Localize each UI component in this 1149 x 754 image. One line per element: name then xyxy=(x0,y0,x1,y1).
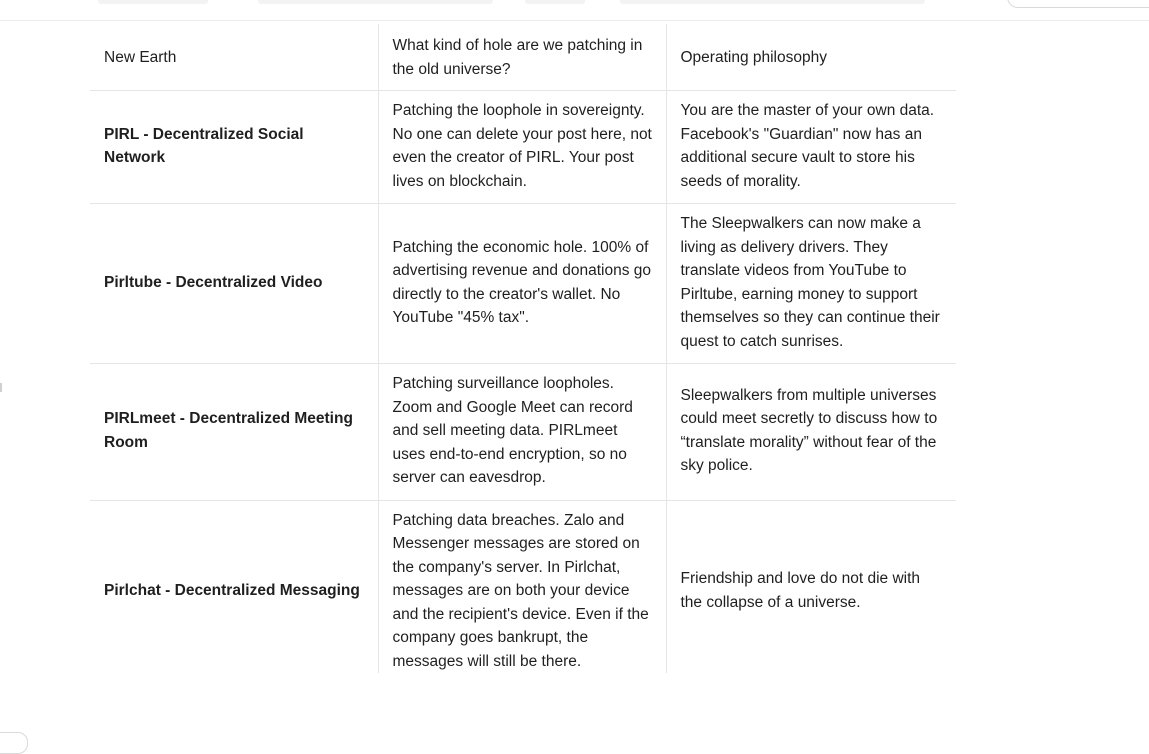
header-philosophy: Operating philosophy xyxy=(666,24,956,91)
toolbar-tab-placeholder[interactable] xyxy=(620,0,925,4)
corner-button[interactable] xyxy=(0,732,28,754)
row-hole: Patching the loophole in sovereignty. No one can delete your post here, not even the creator of PIRL. Your post lives on blockchain. xyxy=(378,91,666,204)
row-name: PIRLmeet - Decentralized Meeting Room xyxy=(90,364,378,501)
row-hole: Patching the economic hole. 100% of advertising revenue and donations go directly to the creator's wallet. No YouTube "45% tax". xyxy=(378,204,666,364)
table-row xyxy=(90,204,956,364)
table-row xyxy=(90,91,956,204)
header-hole: What kind of hole are we patching in the old universe? xyxy=(378,24,666,91)
new-earth-table xyxy=(90,24,956,673)
row-name: Pirlchat - Decentralized Messaging xyxy=(104,582,360,599)
scroll-edge-handle[interactable] xyxy=(0,383,2,392)
top-toolbar xyxy=(0,0,1149,21)
toolbar-tab-placeholder[interactable] xyxy=(98,0,208,4)
row-hole: Patching data breaches. Zalo and Messenger messages are stored on the company's server. In Pirlchat, messages are on both your device and the recipient's device. Even if the company goes bankrupt, the messages will still be there. xyxy=(378,500,666,673)
row-philosophy: The Sleepwalkers can now make a living as delivery drivers. They translate videos from YouTube to Pirltube, earning money to support themselves so they can continue their quest to catch sunrises. xyxy=(666,204,956,364)
row-philosophy: Friendship and love do not die with the collapse of a universe. xyxy=(666,500,956,673)
toolbar-pill-button[interactable] xyxy=(1007,0,1149,8)
row-hole: Patching surveillance loopholes. Zoom and Google Meet can record and sell meeting data. PIRLmeet uses end-to-end encryption, so no server can eavesdrop. xyxy=(378,364,666,501)
toolbar-tab-placeholder[interactable] xyxy=(525,0,585,4)
header-new-earth: New Earth xyxy=(90,24,378,91)
table-row xyxy=(90,364,956,501)
table-header-row xyxy=(90,24,956,91)
row-philosophy: Sleepwalkers from multiple universes could meet secretly to discuss how to “translate morality” without fear of the sky police. xyxy=(666,364,956,501)
toolbar-tab-placeholder[interactable] xyxy=(258,0,493,4)
row-name: Pirltube - Decentralized Video xyxy=(90,204,378,364)
row-philosophy: You are the master of your own data. Facebook's "Guardian" now has an additional secure vault to store his seeds of morality. xyxy=(666,91,956,204)
row-name: PIRL - Decentralized Social Network xyxy=(90,91,378,204)
table-row xyxy=(90,500,956,673)
